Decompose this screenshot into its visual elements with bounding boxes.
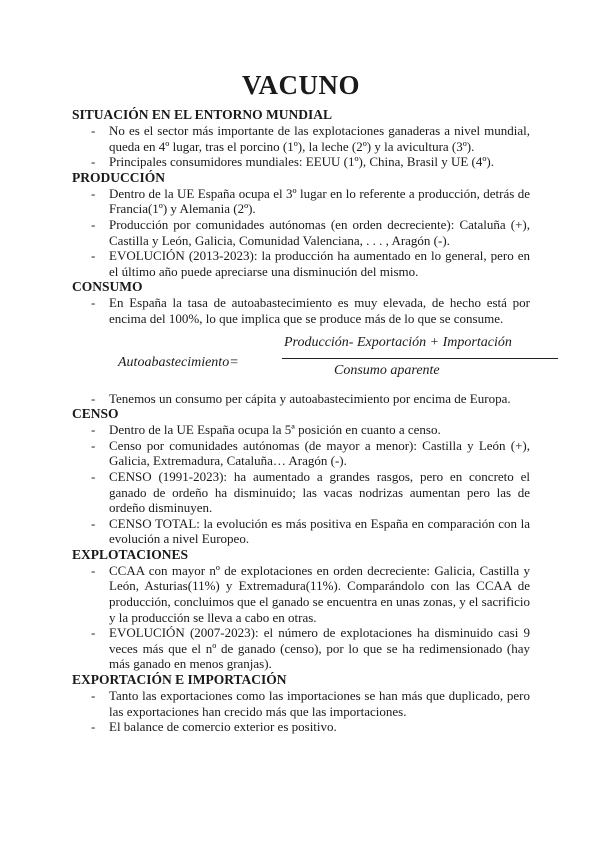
list-item: - En España la tasa de autoabastecimiento es muy elevada, de hecho está por encima del 100%, lo que implica que se produce más de lo que se consume.: [109, 295, 530, 326]
list-item: - EVOLUCIÓN (2007-2023): el número de explotaciones ha disminuido casi 9 veces más que el nº de ganado (censo), por lo que se ha redimensionado (hay más ganado en menos granjas).: [109, 625, 530, 672]
bullet-list: [72, 391, 530, 407]
section-heading: SITUACIÓN EN EL ENTORNO MUNDIAL: [72, 107, 333, 122]
bullet-list: [72, 422, 530, 547]
formula-numerator: Producción- Exportación + Importación: [284, 334, 512, 350]
bullet-list: [72, 186, 530, 280]
section-situacion: [72, 107, 530, 170]
list-item: - Dentro de la UE España ocupa el 3º lugar en lo referente a producción, detrás de Francia(1º) y Alemania (2º).: [109, 186, 530, 217]
section-produccion: [72, 170, 530, 280]
list-item: - Dentro de la UE España ocupa la 5ª posición en cuanto a censo.: [109, 422, 530, 438]
bullet-list: [72, 123, 530, 170]
section-censo: [72, 406, 530, 547]
section-heading: CENSO: [72, 406, 119, 422]
section-explotaciones: [72, 547, 530, 672]
section-heading: CONSUMO: [72, 279, 143, 295]
list-item: - Tanto las exportaciones como las importaciones se han más que duplicado, pero las exportaciones han crecido más que las importaciones.: [109, 688, 530, 719]
list-item: - Producción por comunidades autónomas (en orden decreciente): Cataluña (+), Castilla y León, Galicia, Comunidad Valenciana, . . . , Aragón (-).: [109, 217, 530, 248]
list-item: - No es el sector más importante de las explotaciones ganaderas a nivel mundial, queda en 4º lugar, tras el porcino (1º), la leche (2º) y la avicultura (3º).: [109, 123, 530, 154]
page-title: VACUNO: [241, 70, 360, 100]
formula-denominator: Consumo aparente: [334, 362, 440, 378]
list-item: - Principales consumidores mundiales: EEUU (1º), China, Brasil y UE (4º).: [109, 154, 530, 170]
list-item: - EVOLUCIÓN (2013-2023): la producción ha aumentado en lo general, pero en el último año puede apreciarse una disminución del mismo.: [109, 248, 530, 279]
section-consumo: [72, 279, 530, 406]
section-exportacion: [72, 672, 530, 735]
list-item: - CENSO TOTAL: la evolución es más positiva en España en comparación con la evolución a nivel Europeo.: [109, 516, 530, 547]
bullet-list: [72, 563, 530, 672]
list-item: - El balance de comercio exterior es positivo.: [109, 719, 530, 735]
document-page: [72, 70, 530, 735]
fraction-bar: [282, 358, 558, 359]
bullet-list: [72, 295, 530, 326]
autoabastecimiento-formula: [72, 331, 530, 387]
section-heading: PRODUCCIÓN: [72, 169, 165, 185]
formula-lhs: Autoabastecimiento=: [118, 354, 239, 370]
list-item: - Tenemos un consumo per cápita y autoabastecimiento por encima de Europa.: [109, 391, 530, 407]
list-item: - Censo por comunidades autónomas (de mayor a menor): Castilla y León (+), Galicia, Extremadura, Cataluña… Aragón (-).: [109, 438, 530, 469]
bullet-list: [72, 688, 530, 735]
section-heading: EXPORTACIÓN E IMPORTACIÓN: [72, 672, 287, 688]
section-heading: EXPLOTACIONES: [72, 546, 189, 562]
list-item: - CENSO (1991-2023): ha aumentado a grandes rasgos, pero en concreto el ganado de ordeño ha disminuido; las vacas nodrizas aumentan pero las de ordeño disminuyen.: [109, 469, 530, 516]
list-item: - CCAA con mayor nº de explotaciones en orden decreciente: Galicia, Castilla y León, Asturias(11%) y Extremadura(11%). Comparándolo con las CCAA de producción, concluimos que el ganado se encuentra en unas zonas, y el sacrificio y la producción se lleva a cabo en otras.: [109, 563, 530, 625]
